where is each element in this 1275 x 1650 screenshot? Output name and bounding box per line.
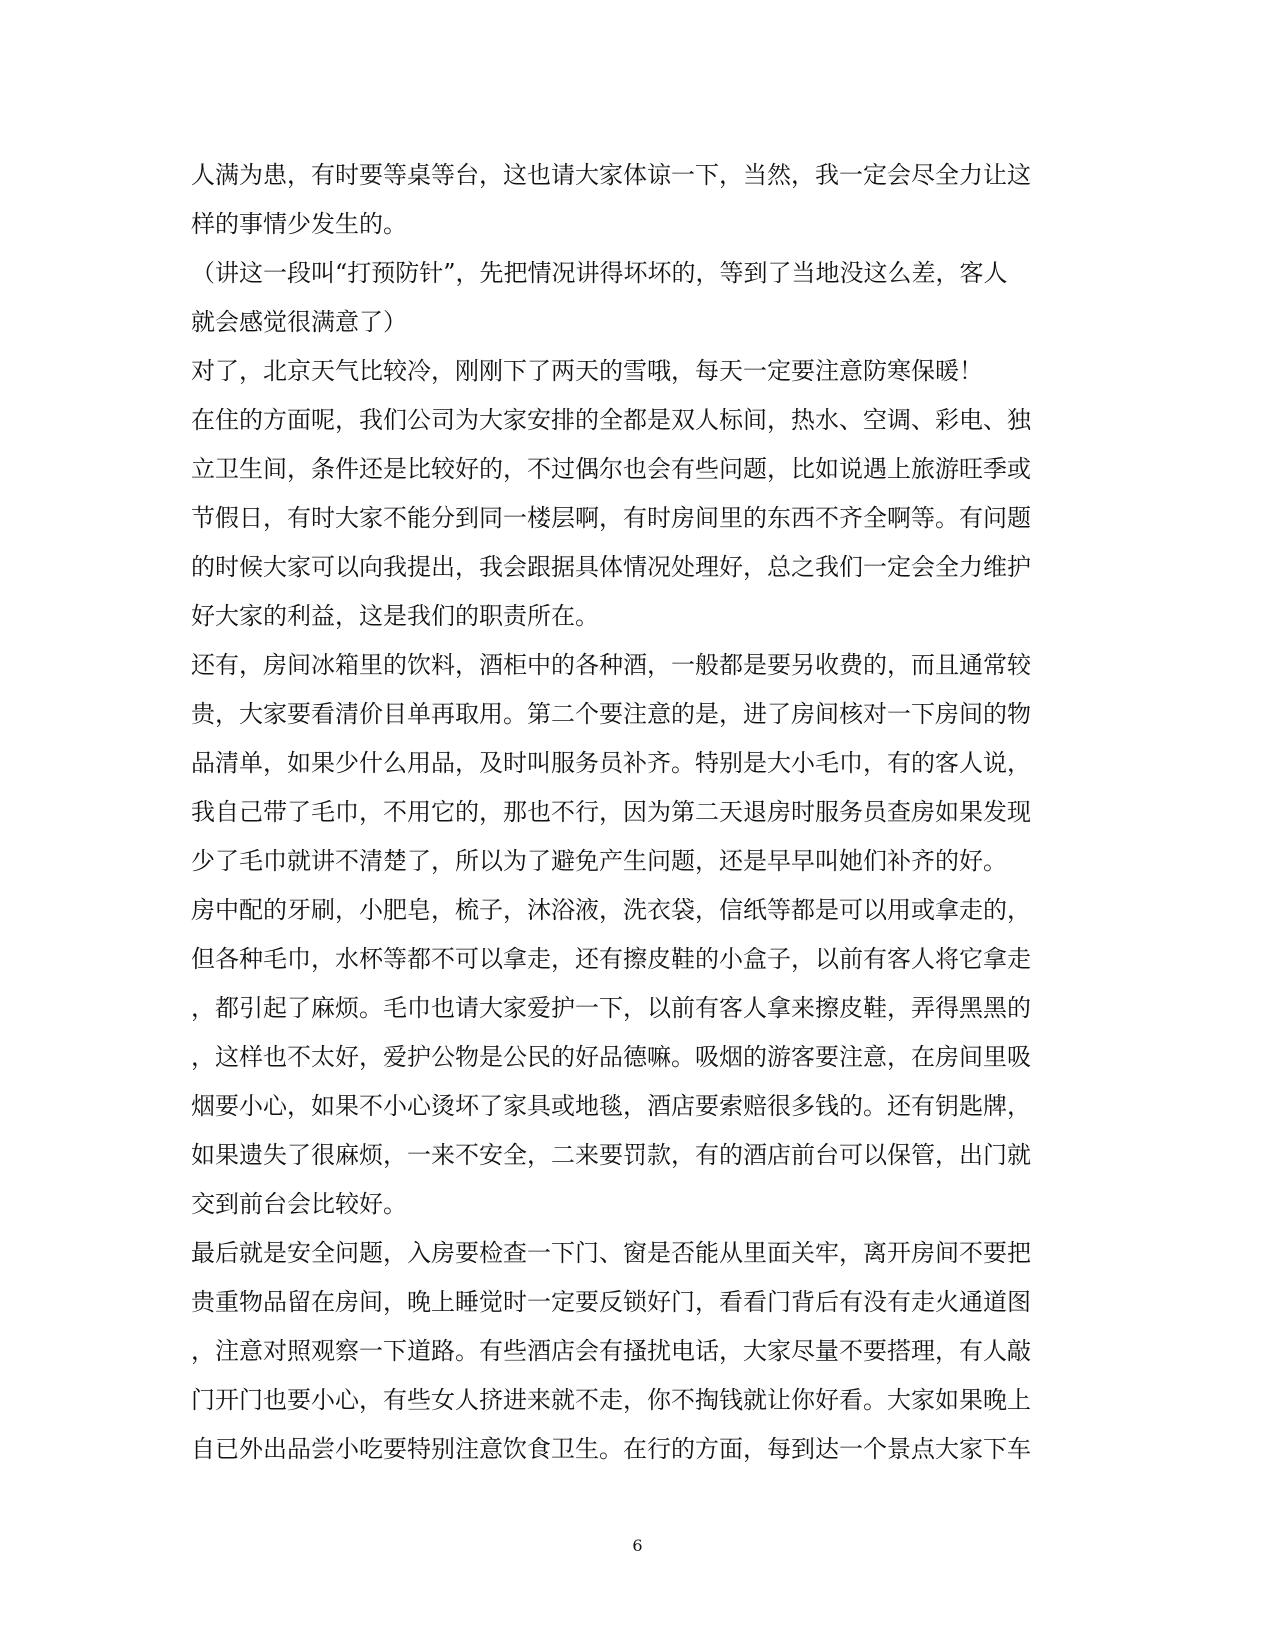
text-line: 还有，房间冰箱里的饮料，酒柜中的各种酒，一般都是要另收费的，而且通常较 — [191, 651, 1031, 679]
text-line: 但各种毛巾，水杯等都不可以拿走，还有擦皮鞋的小盒子，以前有客人将它拿走 — [191, 945, 1031, 973]
body-text — [191, 151, 1071, 1474]
text-line: 在住的方面呢，我们公司为大家安排的全都是双人标间，热水、空调、彩电、独 — [191, 406, 1031, 434]
text-line: 立卫生间，条件还是比较好的，不过偶尔也会有些问题，比如说遇上旅游旺季或 — [191, 455, 1031, 483]
text-line: 烟要小心，如果不小心烫坏了家具或地毯，酒店要索赔很多钱的。还有钥匙牌， — [191, 1092, 1031, 1120]
text-line: 人满为患，有时要等桌等台，这也请大家体谅一下，当然，我一定会尽全力让这 — [191, 161, 1031, 189]
text-line: 我自己带了毛巾，不用它的，那也不行，因为第二天退房时服务员查房如果发现 — [191, 798, 1031, 826]
text-line: 贵重物品留在房间，晚上睡觉时一定要反锁好门，看看门背后有没有走火通道图 — [191, 1288, 1031, 1316]
text-line: 的时候大家可以向我提出，我会跟据具体情况处理好，总之我们一定会全力维护 — [191, 553, 1031, 581]
text-line: 样的事情少发生的。 — [191, 210, 407, 238]
text-line: 最后就是安全问题，入房要检查一下门、窗是否能从里面关牢，离开房间不要把 — [191, 1239, 1031, 1267]
text-line: 房中配的牙刷，小肥皂，梳子，沐浴液，洗衣袋，信纸等都是可以用或拿走的， — [191, 896, 1031, 924]
text-line: 少了毛巾就讲不清楚了，所以为了避免产生问题，还是早早叫她们补齐的好。 — [191, 847, 1007, 875]
text-line: 好大家的利益，这是我们的职责所在。 — [191, 602, 599, 630]
text-line: ，这样也不太好，爱护公物是公民的好品德嘛。吸烟的游客要注意，在房间里吸 — [191, 1043, 1031, 1071]
text-line: 自已外出品尝小吃要特别注意饮食卫生。在行的方面，每到达一个景点大家下车 — [191, 1435, 1031, 1463]
text-line: 贵，大家要看清价目单再取用。第二个要注意的是，进了房间核对一下房间的物 — [191, 700, 1031, 728]
text-line: ，都引起了麻烦。毛巾也请大家爱护一下，以前有客人拿来擦皮鞋，弄得黑黑的 — [191, 994, 1031, 1022]
text-line: 门开门也要小心，有些女人挤进来就不走，你不掏钱就让你好看。大家如果晚上 — [191, 1386, 1031, 1414]
text-line: （讲这一段叫“打预防针”，先把情况讲得坏坏的，等到了当地没这么差，客人 — [191, 259, 1008, 287]
text-line: 对了，北京天气比较冷，刚刚下了两天的雪哦，每天一定要注意防寒保暖！ — [191, 357, 983, 385]
text-line: 如果遗失了很麻烦，一来不安全，二来要罚款，有的酒店前台可以保管，出门就 — [191, 1141, 1031, 1169]
text-line: 就会感觉很满意了） — [191, 308, 407, 336]
text-line: 交到前台会比较好。 — [191, 1190, 407, 1218]
text-line: ，注意对照观察一下道路。有些酒店会有搔扰电话，大家尽量不要搭理，有人敲 — [191, 1337, 1031, 1365]
page-number: 6 — [632, 1536, 643, 1555]
text-line: 品清单，如果少什么用品，及时叫服务员补齐。特别是大小毛巾，有的客人说， — [191, 749, 1031, 777]
text-line: 节假日，有时大家不能分到同一楼层啊，有时房间里的东西不齐全啊等。有问题 — [191, 504, 1031, 532]
